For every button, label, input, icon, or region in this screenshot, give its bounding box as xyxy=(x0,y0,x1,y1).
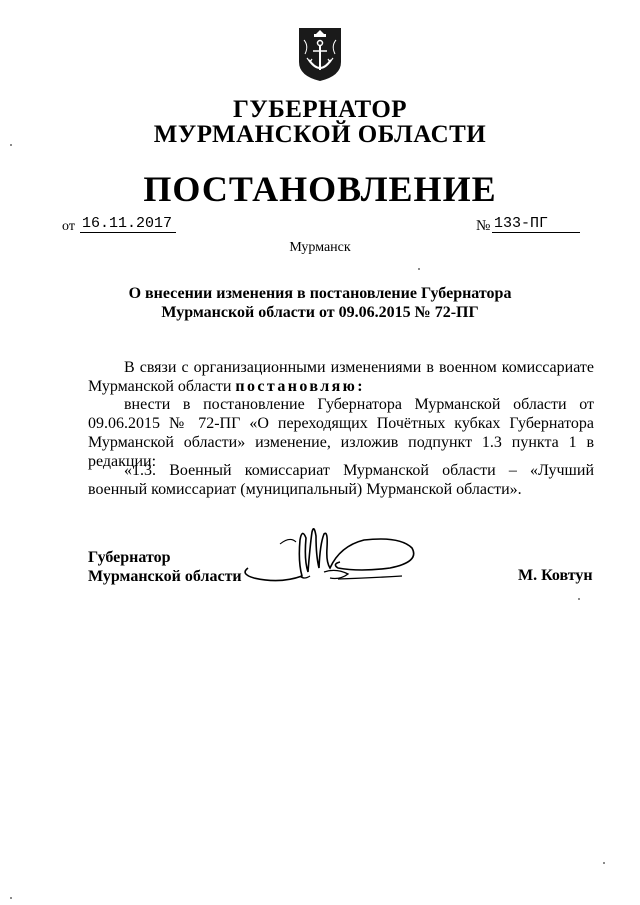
handwritten-signature xyxy=(240,522,430,588)
number-underline xyxy=(492,232,580,233)
scan-speck xyxy=(603,862,605,864)
subject-line2: Мурманской области от 09.06.2015 № 72-ПГ xyxy=(161,304,479,321)
body-paragraph-1 xyxy=(88,358,594,396)
issuer-title-line2: МУРМАНСКОЙ ОБЛАСТИ xyxy=(153,121,487,148)
scan-speck xyxy=(10,144,12,146)
subject-line1: О внесении изменения в постановление Губернатора xyxy=(128,285,512,302)
document-number: 133-ПГ xyxy=(494,215,549,232)
date-prefix-label: от xyxy=(62,219,75,234)
body-paragraph-2: внести в постановление Губернатора Мурманской области от 09.06.2015 № 72-ПГ «О переходящих Почётных кубках Губернатора Мурманской области» изменение, изложив подпункт 1.3 пункта 1 в редакции: xyxy=(88,396,594,470)
coat-of-arms-emblem-icon xyxy=(297,26,343,82)
document-date: 16.11.2017 xyxy=(82,215,173,232)
scan-speck xyxy=(418,268,420,270)
body-paragraph-3: «1.3. Военный комиссариат Мурманской области – «Лучший военный комиссариат (муниципальный) Мурманской области». xyxy=(88,462,594,498)
issue-city: Мурманск xyxy=(289,240,351,255)
signatory-name: М. Ковтун xyxy=(518,567,593,584)
scan-speck xyxy=(578,598,580,600)
date-underline xyxy=(80,232,176,233)
decree-word: постановляю: xyxy=(235,378,365,395)
signatory-title-line1: Губернатор xyxy=(88,549,171,566)
preamble-text: В связи с организационными изменениями в военном комиссариате Мурманской области xyxy=(88,359,594,395)
signatory-title-line2: Мурманской области xyxy=(88,568,242,585)
scan-speck xyxy=(10,897,12,899)
document-type-heading: ПОСТАНОВЛЕНИЕ xyxy=(143,169,497,209)
issuer-title-line1: ГУБЕРНАТОР xyxy=(232,96,408,123)
signatory-title xyxy=(88,548,242,586)
number-prefix-label: № xyxy=(476,218,491,234)
